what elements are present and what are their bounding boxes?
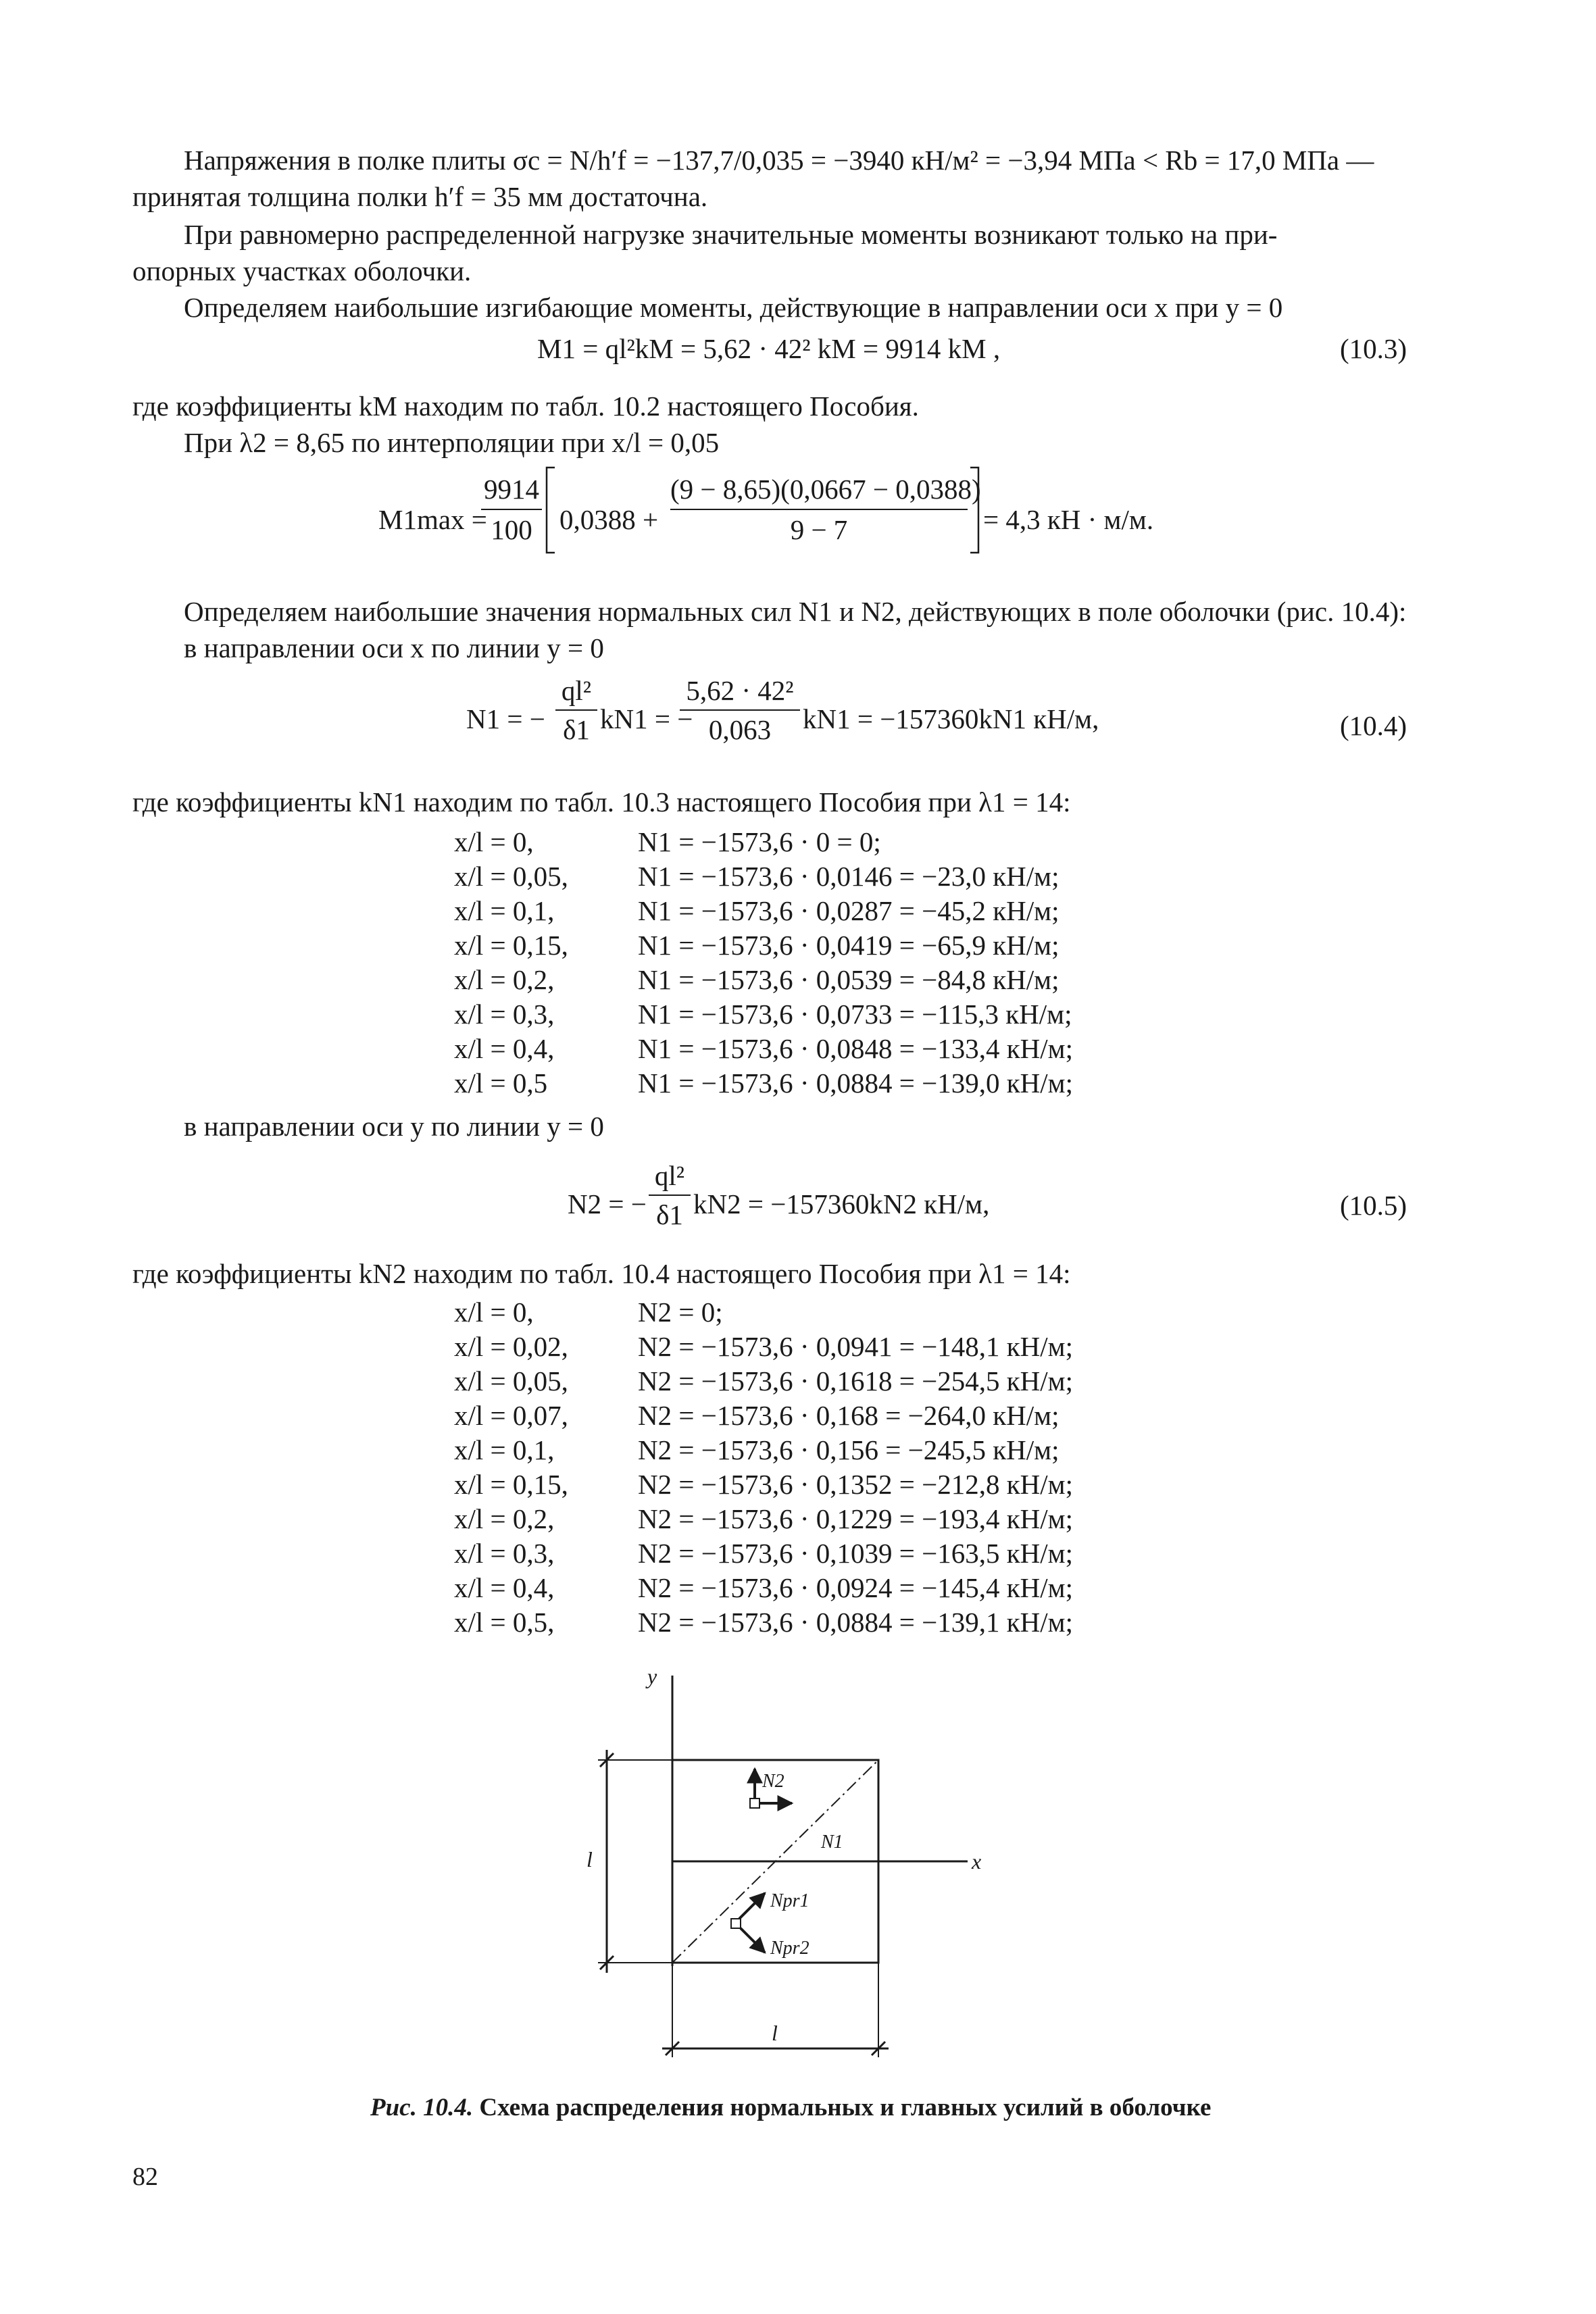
paragraph-direction-x: в направлении оси x по линии y = 0	[184, 632, 604, 663]
table-n2-x-8: x/l = 0,4,	[454, 1572, 555, 1603]
table-n2-x-7: x/l = 0,3,	[454, 1538, 555, 1569]
table-n1-x-2: x/l = 0,1,	[454, 895, 555, 926]
table-n2-value-7: N2 = −1573,6 · 0,1039 = −163,5 кН/м;	[638, 1538, 1074, 1569]
n1-fraction-bar-2	[680, 709, 800, 711]
paragraph-uniform-load: При равномерно распределенной нагрузке значительные моменты возникают только на при-	[184, 219, 1278, 250]
table-n1-value-6: N1 = −1573,6 · 0,0848 = −133,4 кН/м;	[638, 1033, 1074, 1064]
table-n1-value-0: N1 = −1573,6 · 0 = 0;	[638, 826, 881, 857]
table-n2-value-4: N2 = −1573,6 · 0,156 = −245,5 кН/м;	[638, 1434, 1059, 1465]
m1max-inner-fraction-bar	[670, 509, 968, 510]
table-n2-x-5: x/l = 0,15,	[454, 1469, 568, 1500]
equation-10-3: M1 = ql²kM = 5,62 · 42² kM = 9914 kM ,	[537, 333, 1001, 364]
dim-label-left: l	[587, 1847, 593, 1871]
n2-lhs: N2 = −	[568, 1188, 647, 1219]
paragraph-interpolation: При λ2 = 8,65 по интерполяции при x/l = 0,05	[184, 427, 720, 458]
figure-caption-text: Схема распределения нормальных и главных усилий в оболочке	[479, 2094, 1212, 2121]
table-n2-x-1: x/l = 0,02,	[454, 1331, 568, 1362]
n2-result: kN2 = −157360kN2 кН/м,	[693, 1188, 990, 1219]
element-square-top	[750, 1799, 759, 1808]
dim-label-bottom: l	[772, 2021, 778, 2045]
table-n2-value-5: N2 = −1573,6 · 0,1352 = −212,8 кН/м;	[638, 1469, 1074, 1500]
table-n1-x-5: x/l = 0,3,	[454, 999, 555, 1030]
table-n1-x-7: x/l = 0,5	[454, 1067, 548, 1099]
paragraph-flange-stress-cont: принятая толщина полки h′f = 35 мм достаточна.	[132, 181, 708, 212]
m1max-inner-denominator: 9 − 7	[790, 514, 848, 545]
m1max-inner-numerator: (9 − 8,65)(0,0667 − 0,0388)	[670, 474, 981, 505]
paragraph-kn2-coefficients: где коэффициенты kN2 находим по табл. 10.4 настоящего Пособия при λ1 = 14:	[132, 1258, 1071, 1289]
figure-caption-number: Рис. 10.4.	[370, 2094, 474, 2121]
n2-denominator: δ1	[656, 1199, 683, 1230]
element-square-bottom	[731, 1919, 741, 1928]
paragraph-bending-moments: Определяем наибольшие изгибающие моменты, действующие в направлении оси x при y = 0	[184, 292, 1283, 323]
equation-number-10-3: (10.3)	[1340, 333, 1407, 364]
table-n1-x-3: x/l = 0,15,	[454, 930, 568, 961]
paragraph-flange-stress: Напряжения в полке плиты σc = N/h′f = −137,7/0,035 = −3940 кН/м² = −3,94 МПа < Rb = 17,0 МПа —	[184, 145, 1374, 176]
arrow-npr2	[741, 1928, 765, 1953]
table-n1-value-3: N1 = −1573,6 · 0,0419 = −65,9 кН/м;	[638, 930, 1059, 961]
table-n2-x-9: x/l = 0,5,	[454, 1607, 555, 1638]
table-n1-value-1: N1 = −1573,6 · 0,0146 = −23,0 кН/м;	[638, 861, 1059, 892]
n1-numerator-2: 5,62 · 42²	[686, 675, 794, 706]
m1max-denominator: 100	[491, 514, 532, 545]
table-n1-value-5: N1 = −1573,6 · 0,0733 = −115,3 кН/м;	[638, 999, 1072, 1030]
n1-denominator-2: 0,063	[708, 714, 772, 745]
n1-denominator: δ1	[563, 714, 590, 745]
m1max-fraction-bar	[481, 509, 542, 510]
label-npr1: Npr1	[770, 1890, 809, 1911]
x-axis-label: x	[972, 1849, 982, 1873]
m1max-lhs: M1max =	[378, 504, 487, 535]
m1max-term: 0,0388 +	[559, 504, 659, 535]
n1-numerator: ql²	[561, 675, 592, 706]
m1max-left-bracket	[544, 466, 557, 554]
table-n1-x-1: x/l = 0,05,	[454, 861, 568, 892]
label-n2: N2	[762, 1771, 784, 1792]
m1max-numerator: 9914	[484, 474, 539, 505]
n1-middle: kN1 = −	[600, 703, 693, 734]
table-n2-value-3: N2 = −1573,6 · 0,168 = −264,0 кН/м;	[638, 1400, 1059, 1431]
table-n2-x-0: x/l = 0,	[454, 1297, 534, 1328]
arrow-npr1	[739, 1893, 765, 1919]
n1-lhs: N1 = −	[466, 703, 545, 734]
equation-number-10-4: (10.4)	[1340, 710, 1407, 741]
paragraph-direction-y: в направлении оси y по линии y = 0	[184, 1111, 604, 1142]
n2-fraction-bar	[649, 1194, 691, 1196]
n1-fraction-bar	[555, 709, 597, 711]
equation-number-10-5: (10.5)	[1340, 1190, 1407, 1221]
table-n1-x-6: x/l = 0,4,	[454, 1033, 555, 1064]
n1-result: kN1 = −157360kN1 кН/м,	[803, 703, 1099, 734]
table-n2-x-4: x/l = 0,1,	[454, 1434, 555, 1465]
table-n1-x-4: x/l = 0,2,	[454, 964, 555, 995]
page-number: 82	[132, 2163, 158, 2191]
table-n2-value-9: N2 = −1573,6 · 0,0884 = −139,1 кН/м;	[638, 1607, 1074, 1638]
table-n2-value-8: N2 = −1573,6 · 0,0924 = −145,4 кН/м;	[638, 1572, 1074, 1603]
label-npr2: Npr2	[770, 1938, 809, 1959]
table-n2-x-3: x/l = 0,07,	[454, 1400, 568, 1431]
paragraph-km-coefficients: где коэффициенты kM находим по табл. 10.2 настоящего Пособия.	[132, 391, 919, 422]
table-n1-value-2: N1 = −1573,6 · 0,0287 = −45,2 кН/м;	[638, 895, 1059, 926]
table-n2-value-1: N2 = −1573,6 · 0,0941 = −148,1 кН/м;	[638, 1331, 1074, 1362]
table-n2-x-2: x/l = 0,05,	[454, 1365, 568, 1397]
table-n1-x-0: x/l = 0,	[454, 826, 534, 857]
table-n2-value-0: N2 = 0;	[638, 1297, 723, 1328]
table-n2-x-6: x/l = 0,2,	[454, 1503, 555, 1534]
paragraph-normal-forces: Определяем наибольшие значения нормальных сил N1 и N2, действующих в поле оболочки (рис. 10.4):	[184, 596, 1407, 627]
m1max-result: = 4,3 кН · м/м.	[983, 504, 1154, 535]
table-n1-value-4: N1 = −1573,6 · 0,0539 = −84,8 кН/м;	[638, 964, 1059, 995]
figure-shell-scheme	[554, 1655, 1027, 2074]
table-n1-value-7: N1 = −1573,6 · 0,0884 = −139,0 кН/м;	[638, 1067, 1074, 1099]
figure-caption	[370, 2093, 1211, 2122]
m1max-right-bracket	[968, 466, 981, 554]
paragraph-uniform-load-cont: опорных участках оболочки.	[132, 255, 472, 286]
y-axis-label: y	[647, 1664, 657, 1688]
label-n1: N1	[821, 1832, 843, 1853]
table-n2-value-2: N2 = −1573,6 · 0,1618 = −254,5 кН/м;	[638, 1365, 1074, 1397]
n2-numerator: ql²	[654, 1160, 685, 1191]
paragraph-kn1-coefficients: где коэффициенты kN1 находим по табл. 10.3 настоящего Пособия при λ1 = 14:	[132, 786, 1071, 818]
table-n2-value-6: N2 = −1573,6 · 0,1229 = −193,4 кН/м;	[638, 1503, 1074, 1534]
